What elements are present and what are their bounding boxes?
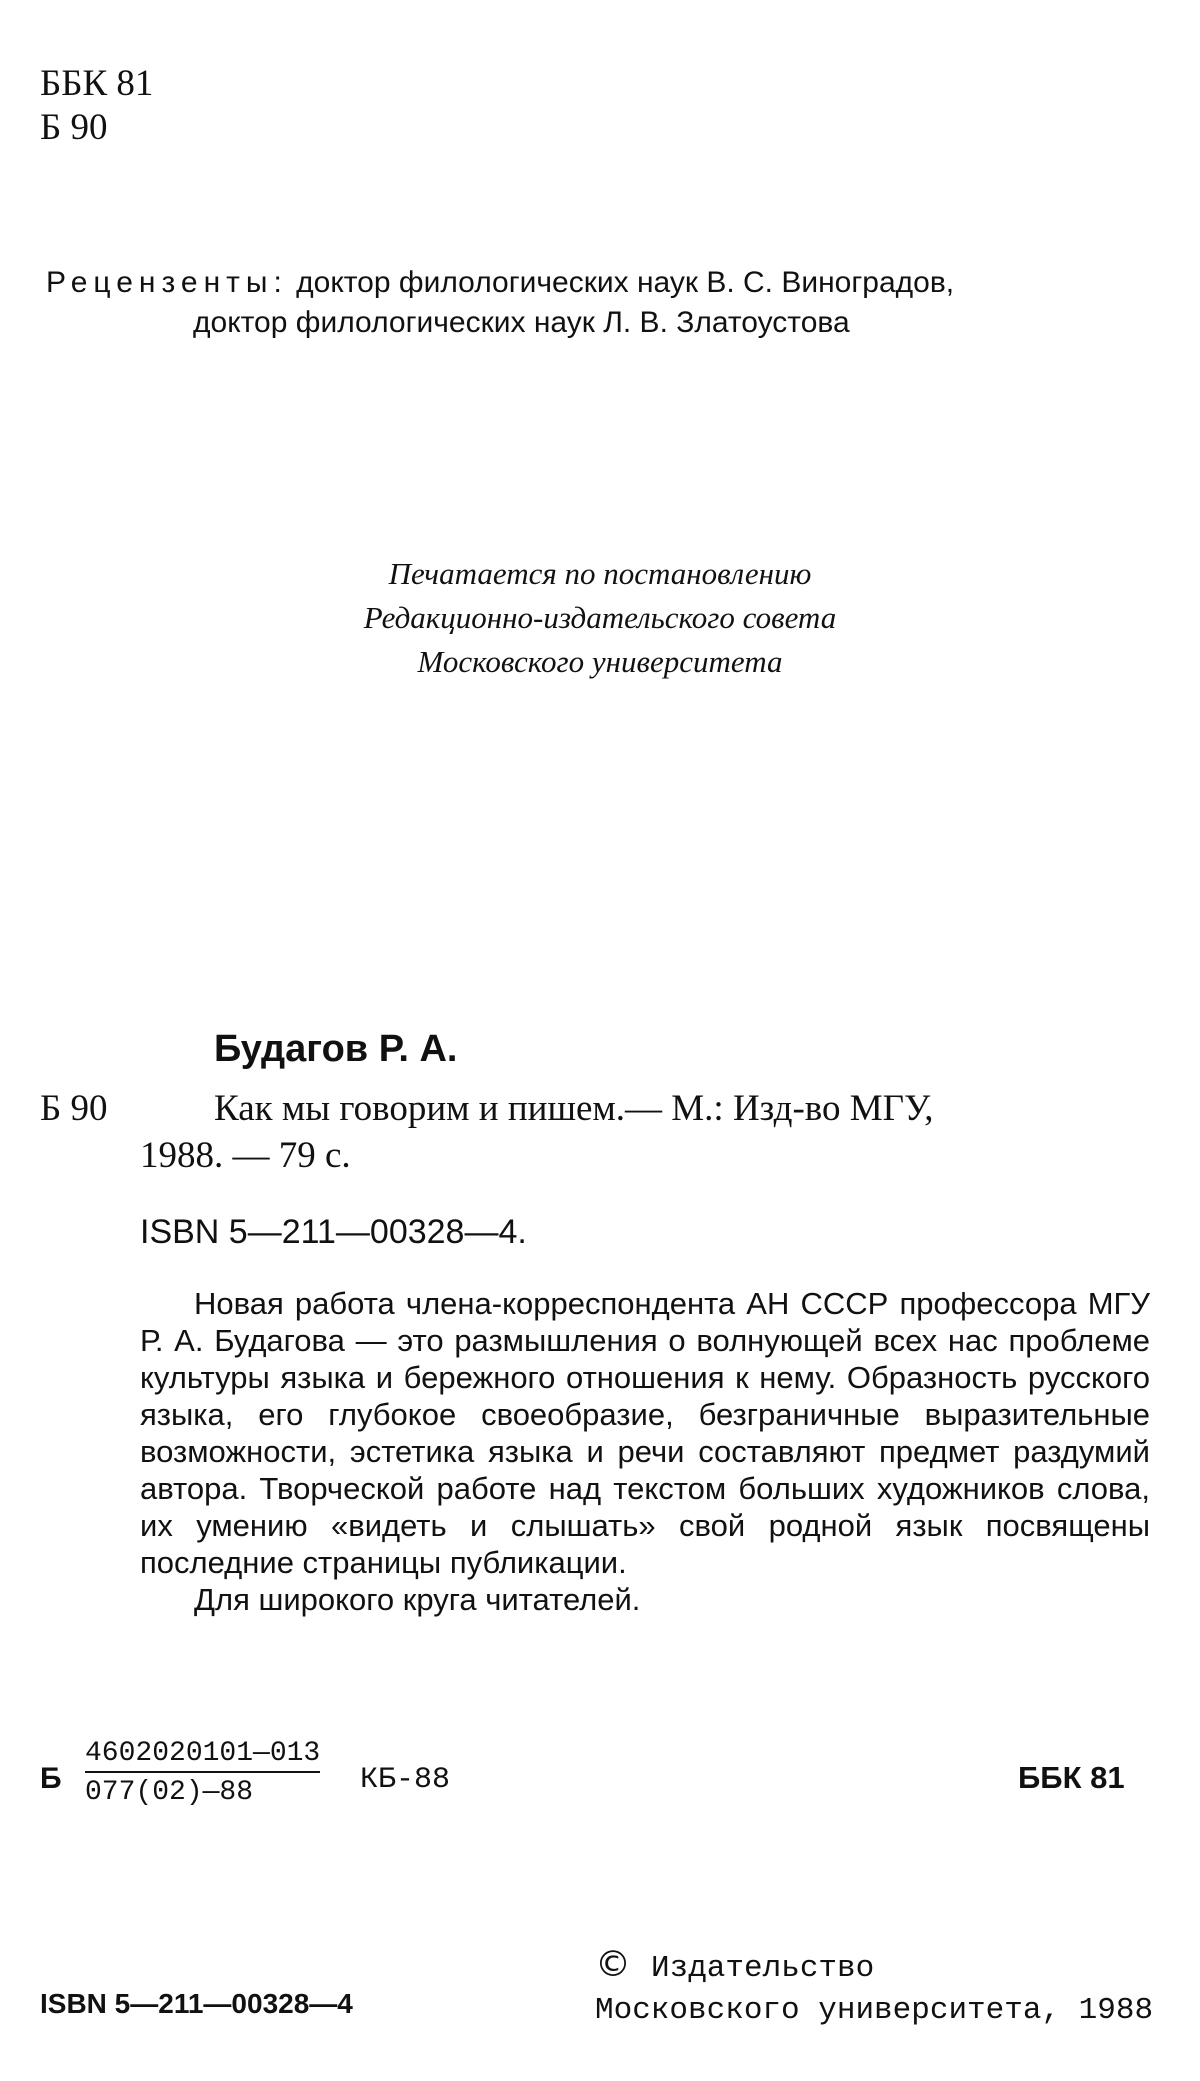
annotation-paragraph: Новая работа члена-корреспондента АН СССР профессора МГУ Р. А. Будагова — это размышления о волнующей всех нас проблеме культуры языка и бережного отношения к нему. Образность русского языка, его глубокое своеобразие, безграничные выразительные возможности, эстетика языка и речи составляют предмет раздумий автора. Творческой работе над текстом больших художников слова, их умению «видеть и слышать» свой родной язык посвящены последние страницы публикации. (140, 1286, 1150, 1580)
imprint-bbk: ББК 81 (1018, 1760, 1125, 1795)
approval-line-3: Московского университета (417, 644, 783, 679)
year-pages: 1988. — 79 с. (140, 1135, 351, 1176)
copyright-icon: © (595, 1944, 631, 1985)
publisher-line-2: Московского университета, 1988 (595, 1993, 1154, 2028)
book-title-imprint: Как мы говорим и пишем.— М.: Изд-во МГУ, (214, 1088, 934, 1129)
annotation (140, 1285, 1150, 1618)
approval-statement (0, 552, 1200, 684)
imprint-numerator: 4602020101—013 (85, 1738, 320, 1773)
reviewer-1: доктор филологических наук В. С. Виноградов, (296, 266, 955, 299)
bbk-code: ББК 81 (40, 63, 154, 104)
copyright-block (595, 1944, 1153, 2032)
bbk-classification (40, 62, 153, 150)
imprint-denominator: 077(02)—88 (85, 1777, 254, 1808)
reviewer-2: доктор филологических наук Л. В. Златоустова (193, 306, 850, 339)
imprint-kb: КБ-88 (360, 1763, 451, 1797)
approval-line-2: Редакционно-издательского совета (363, 600, 837, 635)
imprint-letter: Б (40, 1762, 62, 1795)
publisher-line-1: Издательство (651, 1951, 875, 1986)
isbn-entry: ISBN 5—211—00328—4. (140, 1213, 527, 1251)
annotation-audience: Для широкого круга читателей. (194, 1582, 641, 1617)
imprint-index (85, 1738, 320, 1808)
reviewers-line-1 (46, 263, 954, 303)
catalog-code: Б 90 (40, 1088, 108, 1129)
footer-isbn: ISBN 5—211—00328—4 (40, 1988, 353, 2019)
reviewers-label: Рецензенты: (46, 266, 288, 299)
author-name: Будагов Р. А. (214, 1028, 458, 1070)
author-mark: Б 90 (40, 107, 108, 148)
approval-line-1: Печатается по постановлению (388, 556, 812, 591)
